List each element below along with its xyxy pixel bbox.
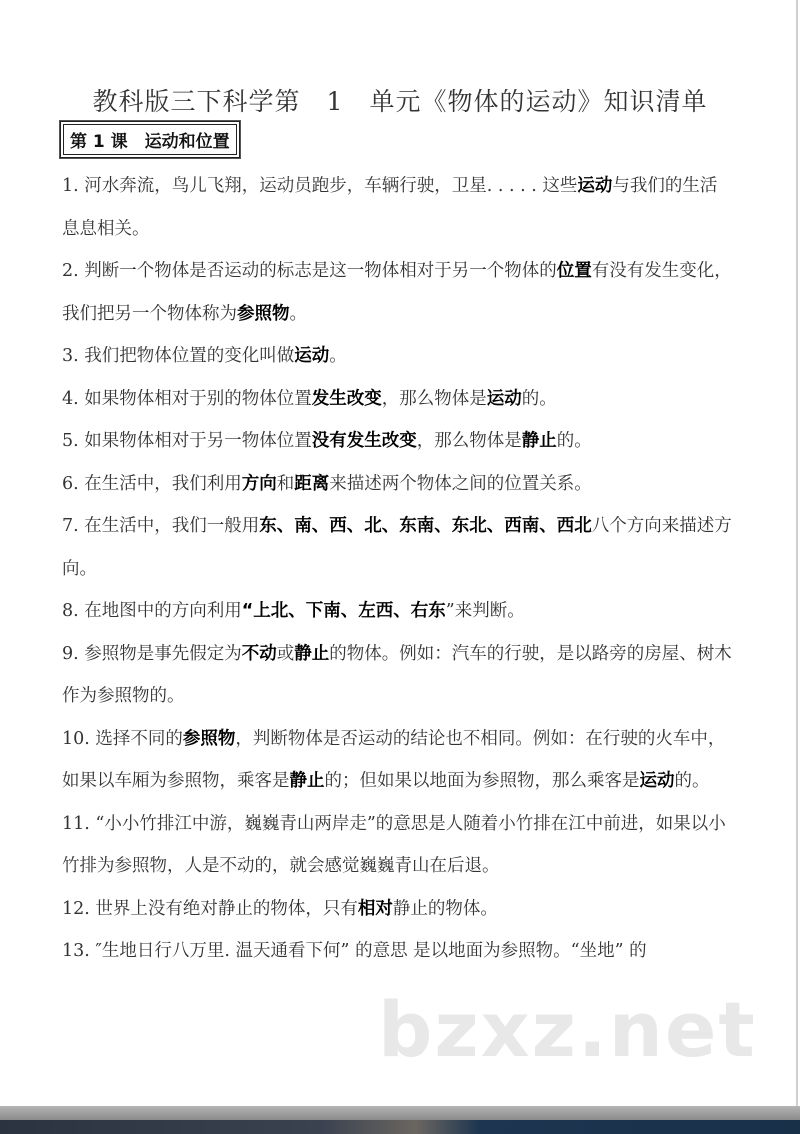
item-text: ，判断物体是否运动的结论也不相同。例如：在行驶的火车中，如果以车厢为参照物，乘客是: [62, 728, 726, 791]
background-image-strip: [0, 1120, 800, 1134]
list-item: [62, 633, 734, 718]
list-item: [62, 803, 734, 888]
list-item: [62, 718, 734, 803]
item-text: 9. 参照物是事先假定为: [62, 643, 242, 664]
document-title: 教科版三下科学第 1 单元《物体的运动》知识清单: [92, 87, 708, 116]
list-item: [62, 590, 734, 633]
item-text: 12. 世界上没有绝对静止的物体，只有: [62, 898, 358, 919]
bold-keyword: 方向: [241, 473, 277, 494]
item-text: 4. 如果物体相对于别的物体位置: [62, 388, 312, 409]
item-text: 的。: [674, 771, 710, 791]
list-item: [62, 463, 734, 506]
item-text: 的。: [521, 388, 557, 409]
item-text: ，那么物体是: [381, 388, 487, 409]
bold-keyword: 没有发生改变: [311, 431, 417, 451]
bold-keyword: 发生改变: [311, 388, 382, 409]
item-text: 八个方向来描述方向。: [62, 516, 732, 579]
list-item: [62, 378, 734, 421]
item-text: 8. 在地图中的方向利用: [62, 601, 242, 621]
item-text: 13. ″生地日行八万里. 温天通看下何” 的意思 是以地面为参照物。“坐地” 的: [62, 941, 647, 961]
bold-keyword: 参照物: [237, 303, 290, 324]
item-text: 有没有发生变化，我们把另一个物体称为: [62, 261, 732, 324]
item-text: 。: [329, 346, 347, 366]
item-text: 来描述两个物体之间的位置关系。: [329, 473, 592, 494]
item-text: 6. 在生活中，我们利用: [62, 473, 242, 494]
bold-keyword: 静止: [521, 431, 557, 451]
item-text: 和: [276, 473, 295, 494]
item-text: ”来判断。: [445, 601, 525, 621]
item-text: 静止的物体。: [392, 898, 498, 919]
item-text: ，那么物体是: [416, 431, 522, 451]
item-text: 或: [276, 643, 295, 664]
lesson-heading: 第 1 课 运动和位置: [60, 121, 240, 158]
list-item: [62, 165, 734, 250]
list-item: [62, 420, 734, 463]
bold-keyword: 运动: [639, 771, 675, 791]
bold-keyword: 东、南、西、北、东南、东北、西南、西北: [259, 516, 592, 536]
list-item: [62, 930, 734, 973]
item-text: 11. “小小竹排江中游，巍巍青山两岸走”的意思是人随着小竹排在江中前进，如果以小竹排为参照物，人是不动的，就会感觉巍巍青山在后退。: [62, 813, 726, 876]
list-item: [62, 505, 734, 590]
item-text: 5. 如果物体相对于另一物体位置: [62, 431, 312, 451]
list-item: [62, 250, 734, 335]
item-text: 2. 判断一个物体是否运动的标志是这一物体相对于另一个物体的: [62, 261, 557, 281]
bold-keyword: 相对: [357, 898, 393, 919]
bold-keyword: 运动: [486, 388, 522, 409]
list-item: [62, 888, 734, 931]
bold-keyword: 运动: [577, 176, 613, 196]
bold-keyword: 静止: [289, 771, 325, 791]
bold-keyword: 参照物: [182, 728, 236, 749]
bold-keyword: 距离: [294, 473, 330, 494]
item-text: 。: [289, 303, 307, 324]
bold-keyword: “上北、下南、左西、右东: [241, 601, 446, 621]
item-text: 10. 选择不同的: [62, 728, 183, 749]
viewer-bottom-bar: [0, 1106, 800, 1120]
bold-keyword: 不动: [241, 643, 277, 664]
item-text: 与我们的生活息息相关。: [62, 176, 718, 239]
item-text: 1. 河水奔流，鸟儿飞翔，运动员跑步，车辆行驶，卫星. . . . . 这些: [62, 176, 578, 196]
bold-keyword: 运动: [294, 346, 330, 366]
item-text: 的物体。例如：汽车的行驶，是以路旁的房屋、树木作为参照物的。: [62, 643, 732, 706]
item-text: 7. 在生活中，我们一般用: [62, 516, 260, 536]
item-text: 的。: [556, 431, 592, 451]
item-text: 3. 我们把物体位置的变化叫做: [62, 346, 295, 366]
bold-keyword: 位置: [556, 261, 592, 281]
knowledge-list: [62, 165, 734, 973]
bold-keyword: 静止: [294, 643, 330, 664]
watermark: bzxz.net: [378, 985, 757, 1074]
list-item: [62, 335, 734, 378]
item-text: 的；但如果以地面为参照物，那么乘客是: [324, 771, 640, 791]
